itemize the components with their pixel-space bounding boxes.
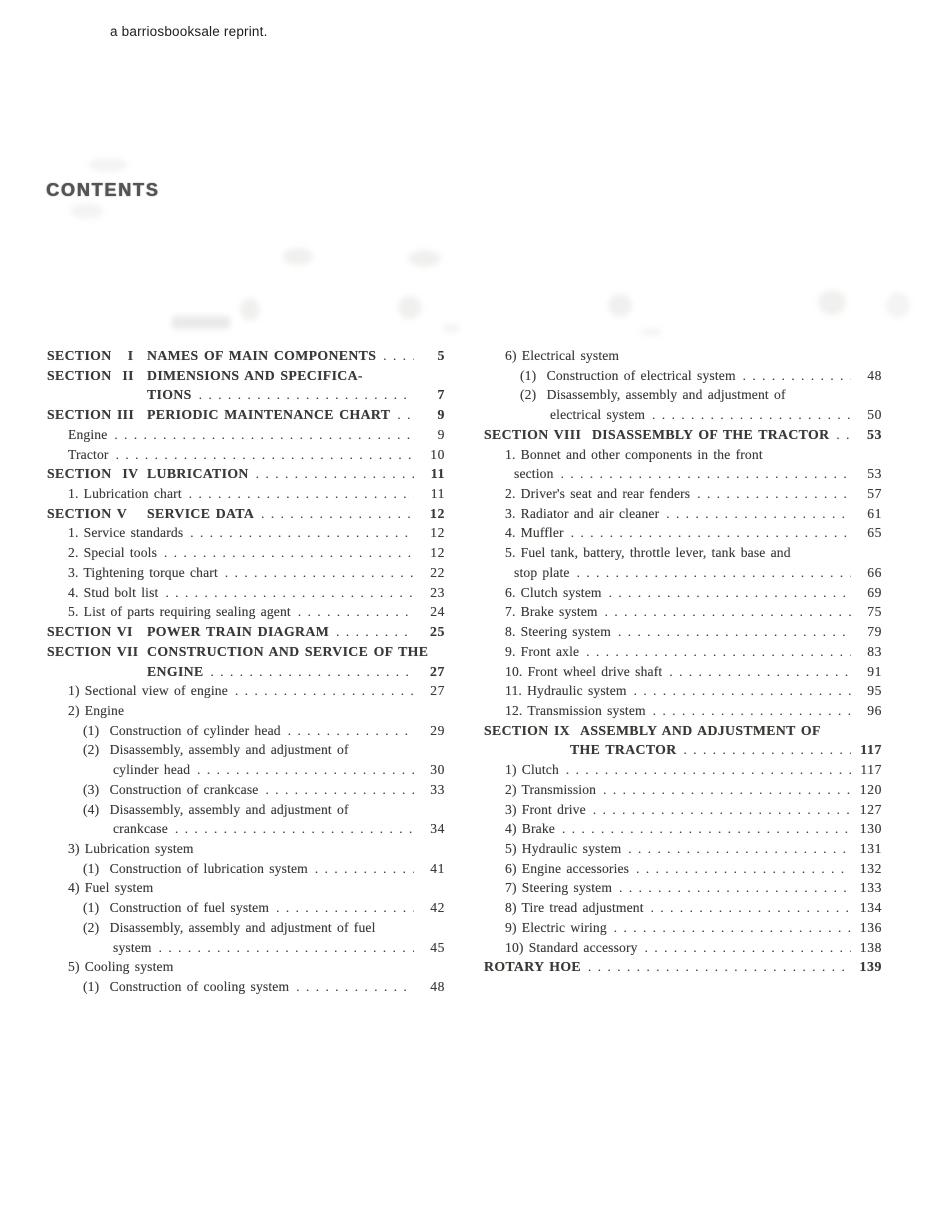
- toc-entry-text: (1) Construction of cylinder head: [83, 722, 281, 738]
- toc-entry-text: NAMES OF MAIN COMPONENTS: [147, 348, 377, 363]
- dot-leader: [636, 859, 851, 879]
- toc-entry-text: 9) Electric wiring: [505, 919, 607, 935]
- toc-entry-text: CONSTRUCTION AND SERVICE OF THE: [147, 643, 429, 659]
- dot-leader: [645, 938, 851, 958]
- toc-entry: [47, 819, 445, 839]
- toc-entry: [484, 957, 882, 977]
- toc-entry-text: 5) Cooling system: [68, 959, 174, 975]
- page-title: CONTENTS: [46, 180, 160, 200]
- scan-smudge: [818, 290, 846, 315]
- toc-entry: [484, 543, 882, 563]
- toc-entry: [47, 543, 445, 563]
- toc-entry-text: 2) Transmission: [505, 781, 597, 797]
- toc-entry-section-label: SECTION VI: [47, 624, 133, 640]
- toc-entry: [484, 839, 882, 859]
- toc-entry: [47, 721, 445, 741]
- toc-entry-text: 12. Transmission system: [505, 702, 646, 718]
- dot-leader: [836, 425, 851, 445]
- toc-entry-text: (1) Construction of cooling system: [83, 979, 290, 994]
- toc-entry-page: 12: [430, 525, 445, 541]
- toc-entry: [484, 405, 882, 425]
- toc-entry-page: 130: [859, 821, 882, 837]
- toc-entry-text: 1) Clutch: [505, 762, 559, 778]
- dot-leader: [605, 602, 851, 622]
- toc-entry: [47, 681, 445, 701]
- dot-leader: [669, 662, 851, 682]
- toc-entry: [484, 681, 882, 701]
- toc-entry: [47, 780, 445, 800]
- dot-leader: [618, 622, 851, 642]
- toc-entry: [47, 504, 445, 524]
- toc-entry-text: stop plate: [514, 564, 570, 580]
- toc-entry-text: 10. Front wheel drive shaft: [505, 663, 663, 679]
- dot-leader: [256, 464, 414, 484]
- toc-entry: [47, 523, 445, 543]
- toc-entry-section-label: SECTION II: [47, 367, 134, 383]
- toc-entry-text: 9. Front axle: [505, 643, 580, 659]
- toc-entry-page: 27: [430, 663, 445, 679]
- toc-entry-text: 4) Fuel system: [68, 880, 154, 896]
- dot-leader: [383, 346, 414, 366]
- toc-entry: [484, 484, 882, 504]
- dot-leader: [175, 819, 414, 839]
- toc-entry-page: 41: [430, 860, 445, 876]
- dot-leader: [697, 484, 851, 504]
- toc-entry-page: 96: [867, 702, 882, 718]
- dot-leader: [235, 681, 414, 701]
- toc-entry-page: 134: [859, 900, 882, 916]
- toc-entry: [47, 839, 445, 859]
- toc-entry: [47, 701, 445, 721]
- toc-entry-page: 79: [867, 624, 882, 640]
- dot-leader: [634, 681, 851, 701]
- toc-entry-text: Engine: [68, 426, 108, 442]
- toc-entry-page: 65: [867, 525, 882, 541]
- toc-entry-text: 7. Brake system: [505, 604, 598, 620]
- dot-leader: [652, 405, 851, 425]
- scan-smudge: [608, 294, 632, 317]
- toc-entry-text: 4. Muffler: [505, 525, 564, 541]
- toc-entry-page: 27: [430, 683, 445, 699]
- toc-entry-text: 1. Service standards: [68, 525, 184, 541]
- toc-entry: [47, 346, 445, 366]
- toc-entry-text: 6. Clutch system: [505, 584, 602, 600]
- toc-entry-section-label: SECTION III: [47, 407, 135, 423]
- toc-entry-text: TIONS: [147, 387, 192, 403]
- toc-entry-page: 10: [430, 446, 445, 462]
- toc-entry-page: 133: [859, 880, 882, 896]
- toc-entry-page: 75: [867, 604, 882, 620]
- dot-leader: [588, 957, 851, 977]
- dot-leader: [619, 878, 851, 898]
- toc-entry-page: 117: [860, 742, 882, 758]
- toc-entry: [47, 484, 445, 504]
- toc-entry-page: 33: [430, 781, 445, 797]
- toc-entry-text: SERVICE DATA: [147, 505, 255, 521]
- toc-entry: [47, 800, 445, 820]
- toc-entry-text: 3. Radiator and air cleaner: [505, 505, 660, 521]
- toc-entry-text: 1) Sectional view of engine: [68, 683, 228, 699]
- toc-entry: [484, 740, 882, 760]
- toc-entry-section-label: SECTION I: [47, 348, 134, 363]
- dot-leader: [397, 405, 414, 425]
- toc-entry: [484, 504, 882, 524]
- dot-leader: [159, 938, 414, 958]
- toc-entry-text: Tractor: [68, 446, 109, 462]
- toc-entry-page: 12: [430, 545, 445, 561]
- toc-entry: [47, 602, 445, 622]
- toc-entry-text: (1) Construction of electrical system: [520, 367, 736, 383]
- scan-smudge: [240, 298, 260, 321]
- scan-smudge: [88, 158, 128, 172]
- toc-entry-text: (2) Disassembly, assembly and adjustment of: [83, 742, 349, 758]
- dot-leader: [197, 760, 414, 780]
- dot-leader: [114, 425, 414, 445]
- dot-leader: [628, 839, 851, 859]
- toc-entry: [47, 918, 445, 938]
- toc-entry-text: 5. List of parts requiring sealing agent: [68, 604, 291, 620]
- toc-entry-page: 48: [430, 979, 445, 994]
- toc-entry-text: ENGINE: [147, 663, 204, 679]
- toc-left-column: [47, 346, 445, 997]
- dot-leader: [261, 504, 414, 524]
- toc-entry: [47, 563, 445, 583]
- toc-entry-text: 2. Special tools: [68, 545, 158, 561]
- dot-leader: [614, 918, 851, 938]
- dot-leader: [315, 859, 414, 879]
- toc-entry: [47, 740, 445, 760]
- toc-entry: [47, 859, 445, 879]
- toc-entry: [47, 425, 445, 445]
- toc-entry: [47, 622, 445, 642]
- toc-entry-text: crankcase: [113, 821, 168, 837]
- toc-entry: [484, 464, 882, 484]
- toc-entry: [47, 977, 445, 997]
- toc-entry-page: 24: [430, 604, 445, 620]
- reprint-note: a barriosbooksale reprint.: [110, 24, 268, 39]
- dot-leader: [265, 780, 414, 800]
- dot-leader: [276, 898, 414, 918]
- toc-entry: [484, 760, 882, 780]
- toc-entry: [47, 405, 445, 425]
- toc-entry-text: (1) Construction of lubrication system: [83, 860, 308, 876]
- toc-entry-page: 22: [430, 564, 445, 580]
- toc-entry: [484, 346, 882, 366]
- toc-entry-text: 8. Steering system: [505, 624, 611, 640]
- toc-entry: [484, 662, 882, 682]
- dot-leader: [165, 583, 414, 603]
- toc-entry-text: 1. Bonnet and other components in the front: [505, 446, 763, 462]
- dot-leader: [586, 642, 851, 662]
- toc-entry-section-label: SECTION V: [47, 505, 128, 521]
- toc-entry-page: 139: [859, 959, 882, 975]
- toc-entry-text: 4. Stud bolt list: [68, 584, 159, 600]
- scan-smudge: [408, 250, 441, 267]
- toc-entry-text: ROTARY HOE: [484, 959, 581, 975]
- toc-entry-page: 53: [867, 466, 882, 482]
- toc-entry: [484, 701, 882, 721]
- toc-entry-page: 30: [430, 762, 445, 778]
- toc-entry: [47, 464, 445, 484]
- toc-entry: [484, 898, 882, 918]
- toc-entry-text: cylinder head: [113, 762, 191, 778]
- toc-entry-text: section: [514, 466, 554, 482]
- toc-entry-text: 4) Brake: [505, 821, 555, 837]
- dot-leader: [336, 622, 414, 642]
- dot-leader: [566, 760, 851, 780]
- dot-leader: [298, 602, 414, 622]
- toc-entry-page: 25: [430, 624, 445, 640]
- toc-entry-page: 9: [437, 426, 445, 442]
- scan-smudge: [398, 296, 422, 319]
- toc-entry-page: 120: [859, 781, 882, 797]
- toc-entry-page: 5: [437, 348, 445, 363]
- toc-entry: [484, 878, 882, 898]
- toc-entry-page: 9: [437, 407, 445, 423]
- toc-entry-text: electrical system: [550, 407, 646, 423]
- toc-entry: [484, 780, 882, 800]
- dot-leader: [190, 523, 414, 543]
- dot-leader: [296, 977, 414, 997]
- toc-entry-text: 5) Hydraulic system: [505, 840, 622, 856]
- toc-entry-page: 83: [867, 643, 882, 659]
- toc-entry-text: 3) Front drive: [505, 801, 586, 817]
- toc-entry-page: 69: [867, 584, 882, 600]
- toc-entry: [47, 957, 445, 977]
- toc-entry-text: DIMENSIONS AND SPECIFICA-: [147, 367, 363, 383]
- dot-leader: [225, 563, 414, 583]
- toc-entry-page: 127: [859, 801, 882, 817]
- toc-entry-text: SECTION IX ASSEMBLY AND ADJUSTMENT OF: [484, 722, 821, 738]
- toc-entry-text: 3. Tightening torque chart: [68, 564, 218, 580]
- toc-entry: [47, 385, 445, 405]
- toc-entry: [47, 938, 445, 958]
- dot-leader: [199, 385, 414, 405]
- toc-entry-page: 132: [859, 860, 882, 876]
- dot-leader: [288, 721, 414, 741]
- toc-entry: [484, 366, 882, 386]
- toc-entry-text: 7) Steering system: [505, 880, 613, 896]
- toc-entry-text: (2) Disassembly, assembly and adjustment of fuel: [83, 919, 376, 935]
- toc-entry: [47, 642, 445, 662]
- toc-entry: [47, 445, 445, 465]
- toc-entry-page: 34: [430, 821, 445, 837]
- toc-entry-page: 138: [859, 939, 882, 955]
- toc-entry-text: THE TRACTOR: [570, 742, 677, 758]
- dot-leader: [116, 445, 414, 465]
- dot-leader: [211, 662, 414, 682]
- toc-entry-page: 23: [430, 584, 445, 600]
- toc-entry-text: 11. Hydraulic system: [505, 683, 627, 699]
- toc-entry-text: (3) Construction of crankcase: [83, 781, 259, 797]
- dot-leader: [571, 523, 851, 543]
- dot-leader: [653, 701, 851, 721]
- scan-smudge: [70, 203, 104, 219]
- dot-leader: [189, 484, 414, 504]
- toc-entry-page: 48: [867, 367, 882, 383]
- toc-entry-text: POWER TRAIN DIAGRAM: [147, 624, 330, 640]
- scan-smudge: [172, 316, 230, 329]
- toc-entry: [47, 760, 445, 780]
- toc-entry-text: system: [113, 939, 152, 955]
- toc-entry-page: 11: [430, 466, 445, 482]
- toc-entry: [484, 563, 882, 583]
- dot-leader: [666, 504, 851, 524]
- toc-right-column: [484, 346, 882, 977]
- toc-entry-text: PERIODIC MAINTENANCE CHART: [147, 407, 391, 423]
- toc-entry: [484, 583, 882, 603]
- toc-entry-page: 11: [430, 486, 445, 502]
- toc-entry-text: 6) Engine accessories: [505, 860, 630, 876]
- toc-entry: [47, 662, 445, 682]
- toc-entry-page: 66: [867, 564, 882, 580]
- toc-entry: [484, 642, 882, 662]
- toc-entry-text: 2. Driver's seat and rear fenders: [505, 486, 691, 502]
- dot-leader: [577, 563, 851, 583]
- toc-entry: [47, 366, 445, 386]
- toc-entry-text: (2) Disassembly, assembly and adjustment of: [520, 387, 786, 403]
- toc-entry-text: 6) Electrical system: [505, 348, 620, 363]
- toc-entry-section-label: SECTION VII: [47, 643, 139, 659]
- toc-entry-page: 45: [430, 939, 445, 955]
- scan-smudge: [640, 328, 662, 336]
- toc-entry-page: 136: [859, 919, 882, 935]
- dot-leader: [562, 819, 851, 839]
- toc-entry-page: 61: [867, 505, 882, 521]
- toc-entry-text: (1) Construction of fuel system: [83, 900, 270, 916]
- toc-entry-text: 5. Fuel tank, battery, throttle lever, tank base and: [505, 545, 791, 561]
- toc-entry: [484, 385, 882, 405]
- toc-entry: [484, 859, 882, 879]
- dot-leader: [609, 583, 851, 603]
- toc-entry: [484, 523, 882, 543]
- toc-entry: [484, 445, 882, 465]
- toc-entry-page: 42: [430, 900, 445, 916]
- scan-smudge: [283, 248, 313, 265]
- toc-entry: [484, 622, 882, 642]
- toc-entry-text: (4) Disassembly, assembly and adjustment of: [83, 801, 349, 817]
- toc-entry: [47, 583, 445, 603]
- toc-entry-page: 95: [867, 683, 882, 699]
- toc-entry-text: 2) Engine: [68, 702, 125, 718]
- toc-entry-page: 7: [437, 387, 445, 403]
- toc-entry-page: 131: [859, 840, 882, 856]
- dot-leader: [651, 898, 851, 918]
- toc-entry-page: 117: [860, 762, 882, 778]
- toc-entry-text: 8) Tire tread adjustment: [505, 900, 644, 916]
- dot-leader: [561, 464, 851, 484]
- toc-entry: [484, 819, 882, 839]
- toc-entry-text: 1. Lubrication chart: [68, 486, 182, 502]
- toc-entry: [484, 425, 882, 445]
- dot-leader: [164, 543, 414, 563]
- toc-entry-text: SECTION VIII DISASSEMBLY OF THE TRACTOR: [484, 426, 830, 442]
- toc-entry: [47, 898, 445, 918]
- dot-leader: [603, 780, 851, 800]
- scan-smudge: [886, 292, 910, 318]
- toc-entry-text: 3) Lubrication system: [68, 840, 194, 856]
- dot-leader: [684, 740, 851, 760]
- toc-entry: [484, 918, 882, 938]
- toc-entry: [484, 938, 882, 958]
- toc-entry-text: LUBRICATION: [147, 466, 249, 482]
- toc-entry-section-label: SECTION IV: [47, 466, 139, 482]
- toc-entry-page: 57: [867, 486, 882, 502]
- toc-entry-page: 12: [430, 505, 445, 521]
- toc-entry: [484, 800, 882, 820]
- toc-entry: [484, 602, 882, 622]
- toc-entry: [484, 721, 882, 741]
- toc-entry-page: 50: [867, 407, 882, 423]
- dot-leader: [593, 800, 851, 820]
- scan-smudge: [442, 324, 460, 333]
- toc-entry: [47, 878, 445, 898]
- toc-entry-page: 29: [430, 722, 445, 738]
- toc-entry-page: 91: [867, 663, 882, 679]
- dot-leader: [743, 366, 851, 386]
- toc-entry-page: 53: [867, 426, 882, 442]
- toc-entry-text: 10) Standard accessory: [505, 939, 638, 955]
